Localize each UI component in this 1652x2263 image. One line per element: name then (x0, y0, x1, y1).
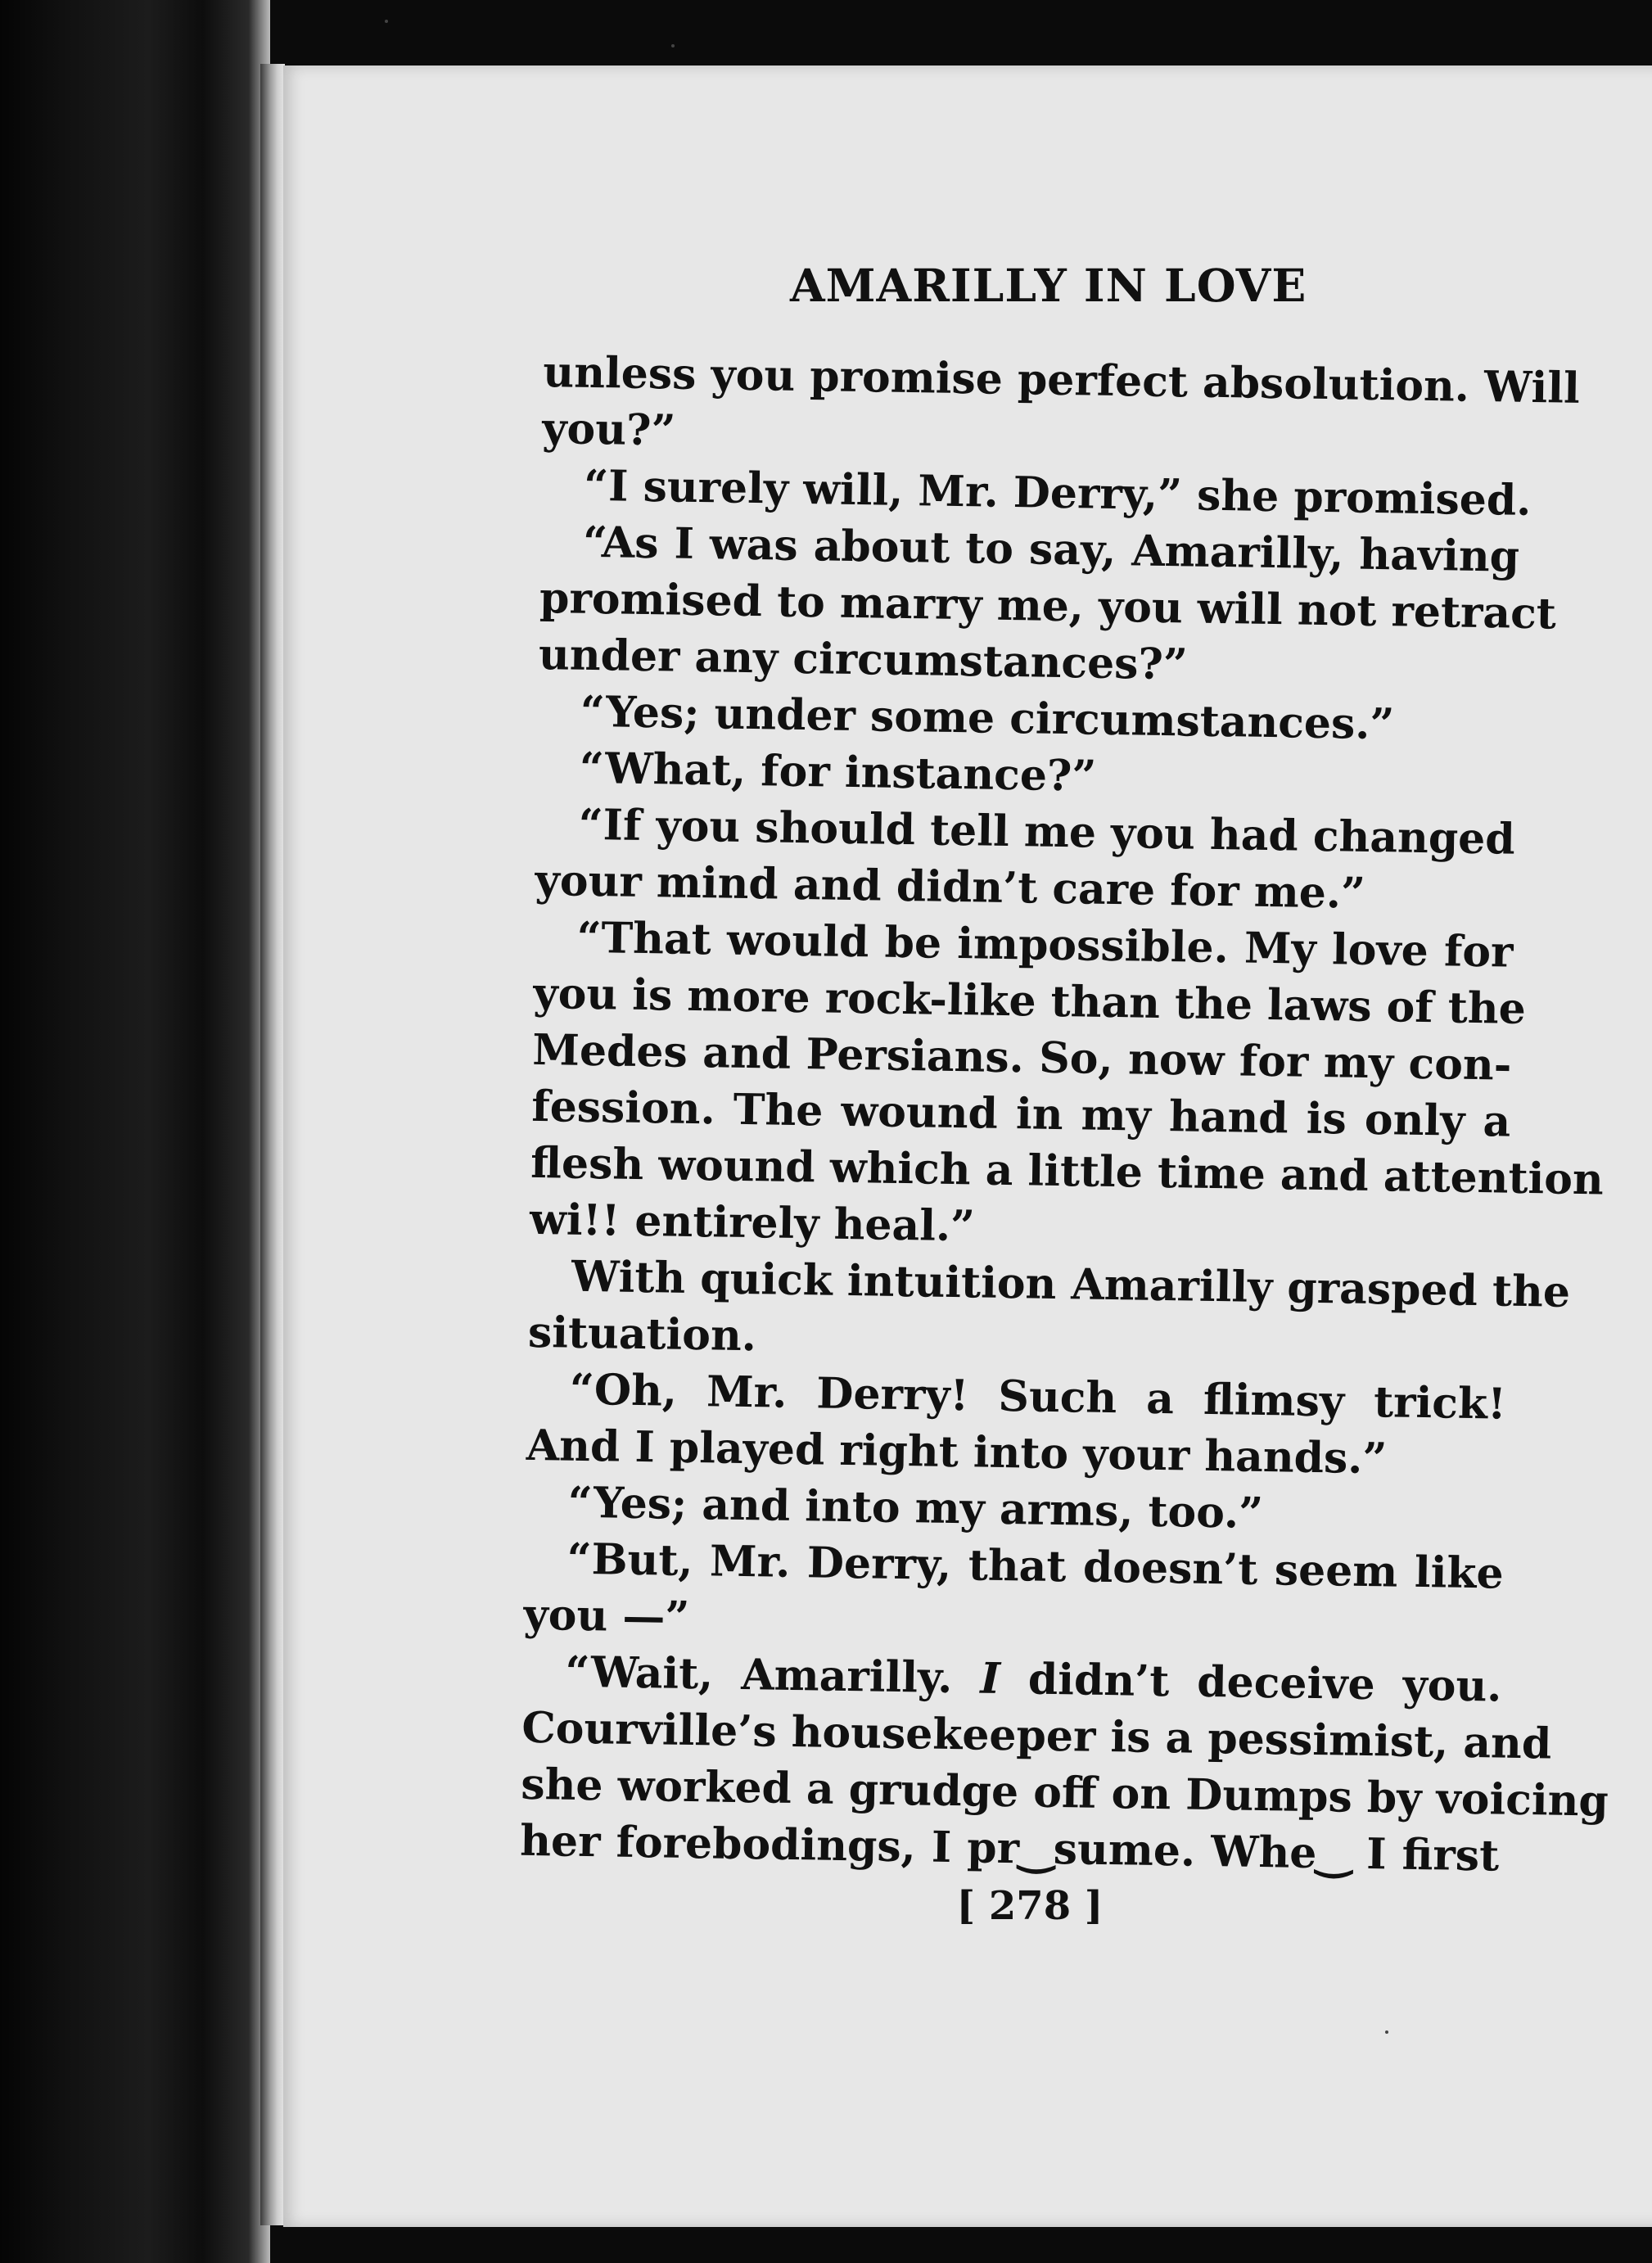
text-line: situation. (527, 1307, 757, 1362)
text-line: promised to marry me, you will not retract (539, 572, 1557, 639)
book-spine (0, 0, 270, 2263)
text-line: wi!! entirely heal.” (529, 1194, 976, 1252)
text-line: you —” (523, 1589, 690, 1642)
text-line: she worked a grudge off on Dumps by voicing (520, 1759, 1609, 1827)
text-line: And I played right into your hands.” (526, 1420, 1388, 1484)
text-line: you?” (541, 403, 676, 456)
text-line: you is more rock-like than the laws of the (533, 968, 1527, 1034)
text-line: under any circumstances?” (538, 629, 1189, 690)
text-fragment: “Wait, Amarilly. (565, 1646, 953, 1704)
text-line: “Oh, Mr. Derry! Such a flimsy trick! (569, 1364, 1507, 1430)
page-number: [ 278 ] (956, 1883, 1104, 1929)
text-line: “Yes; under some circumstances.” (580, 686, 1395, 750)
text-line: fession. The wound in my hand is only a (530, 1081, 1511, 1147)
text-line: unless you promise perfect absolution. Will (542, 346, 1581, 413)
dust-speck (1385, 2030, 1388, 2034)
text-line: With quick intuition Amarilly grasped the (571, 1251, 1571, 1317)
text-line: “That would be impossible. My love for (576, 912, 1514, 978)
text-line: flesh wound which a little time and attention (530, 1137, 1605, 1205)
text-line: “As I was about to say, Amarilly, having (582, 517, 1520, 582)
dust-speck (671, 44, 675, 47)
italic-word: I (980, 1653, 1001, 1704)
page-edge (260, 64, 285, 2225)
text-line: “If you should tell me you had changed (578, 799, 1516, 865)
text-line: “But, Mr. Derry, that doesn’t seem like (566, 1534, 1505, 1599)
text-fragment: didn’t deceive you. (1027, 1654, 1502, 1712)
text-line: “I surely will, Mr. Derry,” she promised. (583, 460, 1532, 526)
text-line: Medes and Persians. So, now for my con- (531, 1024, 1512, 1091)
text-line: Courville’s housekeeper is a pessimist, and (521, 1702, 1552, 1769)
text-line: “What, for instance?” (579, 743, 1097, 802)
text-line: “Yes; and into my arms, too.” (567, 1477, 1264, 1538)
body-text (519, 344, 1609, 1885)
text-line: her forebodings, I pr‿sume. Whe‿ I first (519, 1815, 1500, 1881)
dust-speck (385, 20, 388, 23)
text-line: your mind and didn’t care for me.” (535, 855, 1366, 919)
